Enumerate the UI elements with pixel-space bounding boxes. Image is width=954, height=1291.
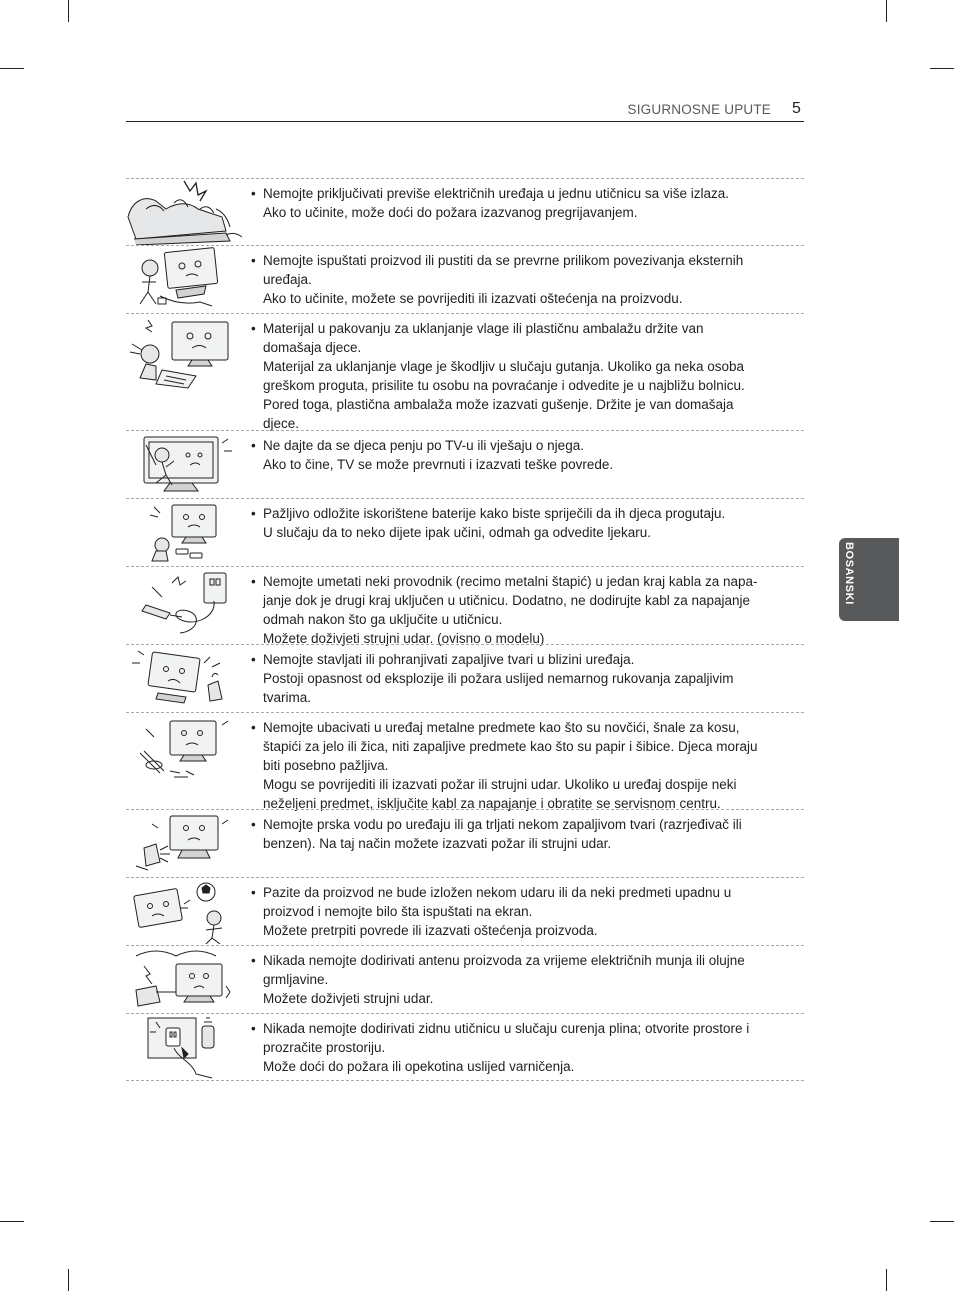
text-line: proizvod i nemojte bilo šta ispuštati na ekran. (263, 904, 533, 919)
text-line: biti posebno pažljiva. (263, 758, 389, 773)
crop-mark (886, 0, 887, 22)
list-item (126, 945, 804, 1013)
text-line: Mogu se povrijediti ili izazvati požar ili strujni udar. Ukoliko u uređaj dospije neki (263, 777, 737, 792)
page-number: 5 (792, 100, 801, 117)
crop-mark (0, 68, 24, 69)
item-text (249, 1014, 789, 1076)
item-text (249, 431, 789, 474)
text-line: Ako to učinite, možete se povrijediti ili izazvati oštećenja na proizvodu. (263, 291, 683, 306)
gas-leak-outlet-illustration (126, 1014, 244, 1080)
text-line: grmljavine. (263, 972, 329, 987)
text-line: štapići za jelo ili žica, niti zapaljive predmete kao što su papir i šibice. Djeca moraju (263, 739, 758, 754)
item-text (249, 713, 789, 813)
tv-tipping-over-cable-illustration (126, 246, 244, 312)
text-line: Nemojte umetati neki provodnik (recimo metalni štapić) u jedan kraj kabla za napa- (263, 574, 758, 589)
lightning-antenna-illustration (126, 946, 244, 1012)
bullet: • (251, 438, 256, 453)
crop-mark (886, 1269, 887, 1291)
text-line: Možete doživjeti strujni udar. (263, 991, 434, 1006)
metal-objects-into-tv-illustration (126, 713, 244, 789)
list-item (126, 1013, 804, 1081)
text-line: Nikada nemojte dodirivati antenu proizvoda za vrijeme električnih munja ili olujne (263, 953, 745, 968)
text-line: Pažljivo odložite iskorištene baterije kako biste spriječili da ih djeca progutaju. (263, 506, 726, 521)
item-text (249, 878, 789, 940)
text-line: Materijal u pakovanju za uklanjanje vlage ili plastičnu ambalažu držite van (263, 321, 704, 336)
list-item (126, 877, 804, 945)
list-item (126, 178, 804, 245)
text-line: Možete pretrpiti povrede ili izazvati oštećenja proizvoda. (263, 923, 598, 938)
crop-mark (930, 68, 954, 69)
text-line: Možete doživjeti strujni udar. (ovisno o modelu) (263, 631, 545, 646)
item-text (249, 645, 789, 707)
text-line: greškom proguta, prisilite tu osobu na povraćanje i odvedite je u najbližu bolnicu. (263, 378, 745, 393)
item-text (249, 179, 789, 222)
bullet: • (251, 574, 256, 589)
bullet: • (251, 321, 256, 336)
safety-list (126, 178, 804, 1081)
text-line: Ako to učinite, može doći do požara izazvanog pregrijavanjem. (263, 205, 638, 220)
metal-in-cable-illustration (126, 567, 244, 641)
text-line: Nemojte prska vodu po uređaju ili ga trljati nekom zapaljivom tvari (razrjeđivač ili (263, 817, 742, 832)
item-text (249, 499, 789, 542)
list-item (126, 809, 804, 877)
bullet: • (251, 720, 256, 735)
text-line: Nemojte priključivati previše električnih uređaja u jednu utičnicu sa više izlaza. (263, 186, 729, 201)
text-line: janje dok je drugi kraj uključen u utičnicu. Dodatno, ne dodirujte kabl za napajanje (263, 593, 751, 608)
list-item (126, 498, 804, 566)
ball-hitting-tv-illustration (126, 878, 244, 944)
text-line: Nemojte ispuštati proizvod ili pustiti da se prevrne prilikom povezivanja eksternih (263, 253, 744, 268)
text-line: domašaja djece. (263, 340, 362, 355)
overloaded-power-strip-illustration (126, 179, 244, 245)
bullet: • (251, 885, 256, 900)
list-item (126, 712, 804, 809)
bullet: • (251, 652, 256, 667)
text-line: Nikada nemojte dodirivati zidnu utičnicu u slučaju curenja plina; otvorite prostore i (263, 1021, 750, 1036)
text-line: djece. (263, 416, 300, 431)
item-text (249, 946, 789, 1008)
text-line: benzen). Na taj način možete izazvati požar ili strujni udar. (263, 836, 612, 851)
text-line: uređaja. (263, 272, 312, 287)
text-line: U slučaju da to neko dijete ipak učini, odmah ga odvedite ljekaru. (263, 525, 651, 540)
bullet: • (251, 506, 256, 521)
text-line: Može doći do požara ili opekotina uslijed varničenja. (263, 1059, 575, 1074)
crop-mark (930, 1221, 954, 1222)
text-line: neželjeni predmet, isključite kabl za napajanje i obratite se servisnom centru. (263, 796, 721, 811)
crop-mark (68, 0, 69, 22)
text-line: Pored toga, plastična ambalaža može izazvati gušenje. Držite je van domašaja (263, 397, 734, 412)
text-line: prozračite prostoriju. (263, 1040, 386, 1055)
list-item (126, 644, 804, 712)
section-title: SIGURNOSNE UPUTE (627, 102, 771, 117)
list-item (126, 566, 804, 644)
bullet: • (251, 953, 256, 968)
crop-mark (68, 1269, 69, 1291)
language-tab (839, 538, 899, 621)
list-item (126, 430, 804, 498)
text-line: tvarima. (263, 690, 312, 705)
text-line: Materijal za uklanjanje vlage je škodljiv u slučaju gutanja. Ukoliko ga neka osoba (263, 359, 745, 374)
text-line: Nemojte ubacivati u uređaj metalne predmete kao što su novčići, šnale za kosu, (263, 720, 740, 735)
header-rule (126, 121, 804, 122)
item-text (249, 810, 789, 853)
flammable-near-tv-illustration (126, 645, 244, 711)
crop-mark (0, 1221, 24, 1222)
child-climbing-tv-illustration (126, 431, 244, 497)
text-line: Nemojte stavljati ili pohranjivati zapaljive tvari u blizini uređaja. (263, 652, 635, 667)
bullet: • (251, 186, 256, 201)
item-text (249, 567, 789, 648)
child-with-packaging-illustration (126, 314, 244, 394)
item-text (249, 246, 789, 308)
child-with-batteries-illustration (126, 499, 244, 565)
text-line: Pazite da proizvod ne bude izložen nekom udaru ili da neki predmeti upadnu u (263, 885, 732, 900)
text-line: Postoji opasnost od eksplozije ili požara uslijed nemarnog rukovanja zapaljivim (263, 671, 734, 686)
list-item (126, 245, 804, 313)
bullet: • (251, 817, 256, 832)
bullet: • (251, 253, 256, 268)
bullet: • (251, 1021, 256, 1036)
text-line: Ne dajte da se djeca penju po TV-u ili vješaju o njega. (263, 438, 584, 453)
text-line: Ako to čine, TV se može prevrnuti i izazvati teške povrede. (263, 457, 614, 472)
item-text (249, 314, 789, 433)
text-line: odmah nakon što ga uključite u utičnicu. (263, 612, 503, 627)
spraying-water-on-tv-illustration (126, 810, 244, 876)
language-tab-label: BOSANSKI (843, 542, 855, 605)
list-item (126, 313, 804, 430)
